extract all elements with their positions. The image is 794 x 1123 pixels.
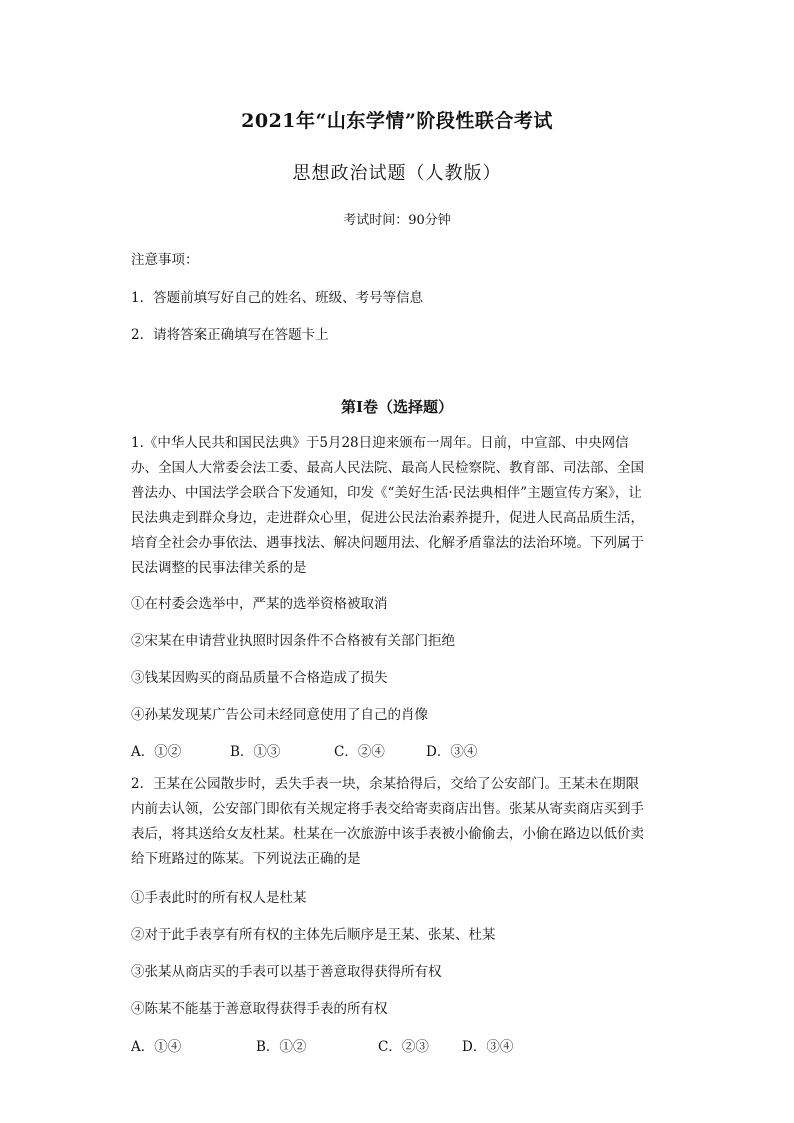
section-title: 第I卷（选择题） [340,398,454,416]
question-2-choice-a: A．①④ [131,1039,182,1055]
exam-time: 考试时间：90分钟 [343,213,451,228]
question-1-choice-b: B．①③ [230,744,281,760]
question-2-option-2: ②对于此手表享有所有权的主体先后顺序是王某、张某、杜某 [131,927,496,943]
question-1-stem-line: 1.《中华人民共和国民法典》于5月28日迎来颁布一周年。日前，中宣部、中央网信 [131,435,629,451]
question-2-stem [131,772,667,872]
notice-item-2: 2．请将答案正确填写在答题卡上 [131,327,329,343]
question-2-option-3: ③张某从商店买的手表可以基于善意取得获得所有权 [131,964,442,980]
question-1-choice-c: C．②④ [334,744,385,760]
question-2-option-1: ①手表此时的所有权人是杜某 [131,890,307,906]
question-1-stem-line: 民法调整的民事法律关系的是 [131,560,307,576]
question-2-stem-line: 表后，将其送给女友杜某。杜某在一次旅游中该手表被小偷偷去，小偷在路边以低价卖 [131,826,644,842]
question-1-stem-line: 普法办、中国法学会联合下发通知，印发《“美好生活·民法典相伴”主题宣传方案》，让 [131,485,642,501]
question-2-stem-line: 2．王某在公园散步时，丢失手表一块，余某拾得后，交给了公安部门。王某未在期限 [131,776,640,792]
question-1-stem-line: 办、全国人大常委会法工委、最高人民法院、最高人民检察院、教育部、司法部、全国 [131,460,644,476]
notice-item-1: 1．答题前填写好自己的姓名、班级、考号等信息 [131,290,424,306]
question-1-option-3: ③钱某因购买的商品质量不合格造成了损失 [131,670,388,686]
page-title: 2021年“山东学情”阶段性联合考试 [241,110,553,132]
page-subtitle: 思想政治试题（人教版） [292,163,502,184]
question-2-choice-d: D．③④ [462,1039,514,1055]
question-2-option-4: ④陈某不能基于善意取得获得手表的所有权 [131,1001,388,1017]
question-1-choice-a: A．①② [131,744,182,760]
question-1-option-2: ②宋某在申请营业执照时因条件不合格被有关部门拒绝 [131,633,455,649]
question-2-choice-b: B．①② [256,1039,307,1055]
question-1-stem-line: 培育全社会办事依法、遇事找法、解决问题用法、化解矛盾靠法的法治环境。下列属于 [131,535,644,551]
notice-heading: 注意事项： [131,252,199,268]
question-2-choice-c: C．②③ [378,1039,429,1055]
question-1-option-4: ④孙某发现某广告公司未经同意使用了自己的肖像 [131,707,428,723]
question-2-stem-line: 内前去认领，公安部门即依有关规定将手表交给寄卖商店出售。张某从寄卖商店买到手 [131,801,644,817]
question-1-stem-line: 民法典走到群众身边，走进群众心里，促进公民法治素养提升，促进人民高品质生活， [131,510,644,526]
question-2-stem-line: 给下班路过的陈某。下列说法正确的是 [131,851,361,867]
question-1-choice-d: D．③④ [426,744,478,760]
question-1-stem [131,431,667,581]
question-1-option-1: ①在村委会选举中，严某的选举资格被取消 [131,596,388,612]
